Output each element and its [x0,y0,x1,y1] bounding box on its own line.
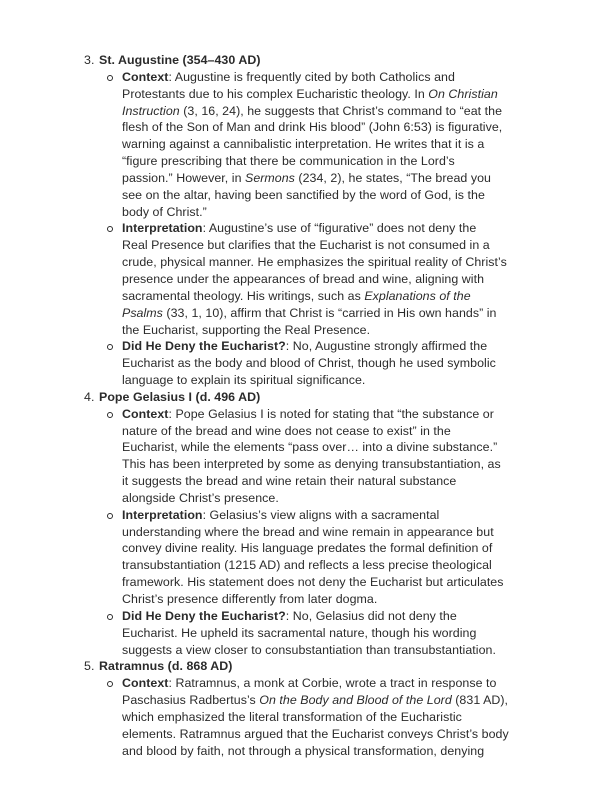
body-text: : No, Augustine strongly affirmed the [285,339,488,354]
body-text: Christ’s presence differently from later dogma. [122,592,378,606]
text-line [122,254,534,271]
text-line [122,608,534,625]
text-line [122,86,534,103]
hollow-bullet-icon [107,681,113,687]
text-line [122,170,534,187]
body-text: alongside Christ’s presence. [122,490,279,505]
body-text: Eucharist. He upheld its sacramental nature, though his wording [122,625,477,640]
body-text: understanding where the bread and wine remain in appearance but [122,524,494,539]
text-line [122,692,534,709]
bullet-point [0,220,612,338]
text-line [122,372,534,389]
hollow-bullet-icon [107,75,113,81]
text-line [122,726,534,743]
body-text: : Augustine is frequently cited by both Catholics and [168,69,455,84]
text-line [122,591,534,608]
body-text: (831 AD), [451,693,509,708]
body-text: : Pope Gelasius I is noted for stating that “the substance or [168,406,494,421]
body-text: This has been interpreted by some as denying transubstantiation, as [122,457,501,472]
body-text: language to explain its spiritual significance. [122,373,366,388]
body-text: Eucharist, while the elements “pass over… into a divine substance.” [122,440,498,455]
section-heading: Ratramnus (d. 868 AD) [99,659,233,674]
text-line [122,338,534,355]
section-heading: Pope Gelasius I (d. 496 AD) [99,389,261,404]
text-line [122,322,534,339]
text-line [122,540,534,557]
body-text: passion.” However, in [122,170,245,185]
text-line [122,423,534,440]
body-text: Paschasius Radbertus’s [122,693,260,708]
text-line [122,625,534,642]
body-text: elements. Ratramnus argued that the Eucharist conveys Christ’s body [122,726,509,741]
text-line [122,187,534,204]
body-text: : No, Gelasius did not deny the [285,608,457,623]
bullet-point [0,69,612,221]
text-line [122,69,534,86]
text-line [122,305,534,322]
text-line [122,642,534,659]
numbered-section [0,658,612,675]
text-line [122,507,534,524]
text-line [122,743,534,760]
body-text: warning against a cannibalistic interpretation. He writes that it is a [122,137,485,152]
hollow-bullet-icon [107,226,113,232]
body-text: : Augustine’s use of “figurative” does not deny the [202,221,477,236]
bullet-point [0,406,612,507]
hollow-bullet-icon [107,344,113,350]
body-text: : Gelasius’s view aligns with a sacramental [202,507,440,522]
body-text: sacramental theology. His writings, such as [122,288,365,303]
title-italic: On the Body and Blood of the Lord [259,693,452,708]
body-text: “figure prescribing that there be communication in the Lord’s [122,154,455,169]
section-number: 3. [84,53,95,67]
text-line [122,288,534,305]
text-line [122,557,534,574]
title-italic: On Christian [428,86,498,101]
text-line [122,675,534,692]
bullet-label: Context [122,69,169,84]
text-line [122,574,534,591]
text-line [122,473,534,490]
bullet-label: Interpretation [122,221,203,236]
text-line [122,119,534,136]
body-text: suggests a view closer to consubstantiation than transubstantiation. [122,642,496,657]
body-text: see on the altar, having been sanctified by the word of God, is the [122,187,485,202]
title-italic: Explanations of the [364,288,471,303]
body-text: and blood by faith, not through a physical transformation, denying [122,743,485,758]
body-text: flesh of the Son of Man and drink His blood” (John 6:53) is figurative, [122,120,503,135]
text-line [122,103,534,120]
text-line [122,153,534,170]
document-page [0,52,612,759]
body-text: nature of the bread and wine does not cease to exist” in the [122,423,451,438]
bullet-label: Did He Deny the Eucharist? [122,608,286,623]
text-line [122,355,534,372]
hollow-bullet-icon [107,513,113,519]
hollow-bullet-icon [107,412,113,418]
text-line [122,406,534,423]
body-text: (234, 2), he states, “The bread you [294,170,491,185]
body-text: : Ratramnus, a monk at Corbie, wrote a tract in response to [168,676,497,691]
text-line [122,204,534,221]
bullet-point [0,507,612,608]
body-text: it suggests the bread and wine retain their natural substance [122,474,457,489]
text-line [122,456,534,473]
body-text: body of Christ.” [122,204,207,219]
bullet-point [0,608,612,659]
text-line [122,220,534,237]
body-text: Eucharist as the body and blood of Christ, though he used symbolic [122,356,496,371]
title-italic: Instruction [122,103,180,118]
body-text: convey divine reality. His language predates the formal definition of [122,541,493,556]
body-text: (3, 16, 24), he suggests that Christ’s command to “eat the [179,103,503,118]
section-number: 5. [84,659,95,674]
body-text: transubstantiation (1215 AD) and reflects a less precise theological [122,558,492,573]
bullet-label: Context [122,406,169,421]
body-text: the Eucharist, supporting the Real Presence. [122,322,371,337]
text-line [122,439,534,456]
bullet-point [0,338,612,389]
body-text: which emphasized the literal transformation of the Eucharistic [122,709,462,724]
body-text: Protestants due to his complex Eucharistic theology. In [122,86,429,101]
section-heading: St. Augustine (354–430 AD) [99,53,261,67]
hollow-bullet-icon [107,614,113,620]
text-line [122,136,534,153]
body-text: framework. His statement does not deny the Eucharist but articulates [122,575,504,590]
title-italic: Sermons [245,170,295,185]
body-text: presence under the appearances of bread and wine, aligning with [122,271,485,286]
body-text: crude, physical manner. He emphasizes the spiritual reality of Christ’s [122,255,507,270]
text-line [122,490,534,507]
bullet-label: Did He Deny the Eucharist? [122,339,286,354]
text-line [122,524,534,541]
body-text: Real Presence but clarifies that the Eucharist is not consumed in a [122,238,490,253]
numbered-section [0,389,612,406]
bullet-label: Interpretation [122,507,203,522]
body-text: (33, 1, 10), affirm that Christ is “carried in His own hands” in [162,305,497,320]
bullet-label: Context [122,676,169,691]
text-line [122,271,534,288]
numbered-section [0,52,612,69]
text-line [122,709,534,726]
bullet-point [0,675,612,759]
title-italic: Psalms [122,305,163,320]
text-line [122,237,534,254]
section-number: 4. [84,389,95,404]
